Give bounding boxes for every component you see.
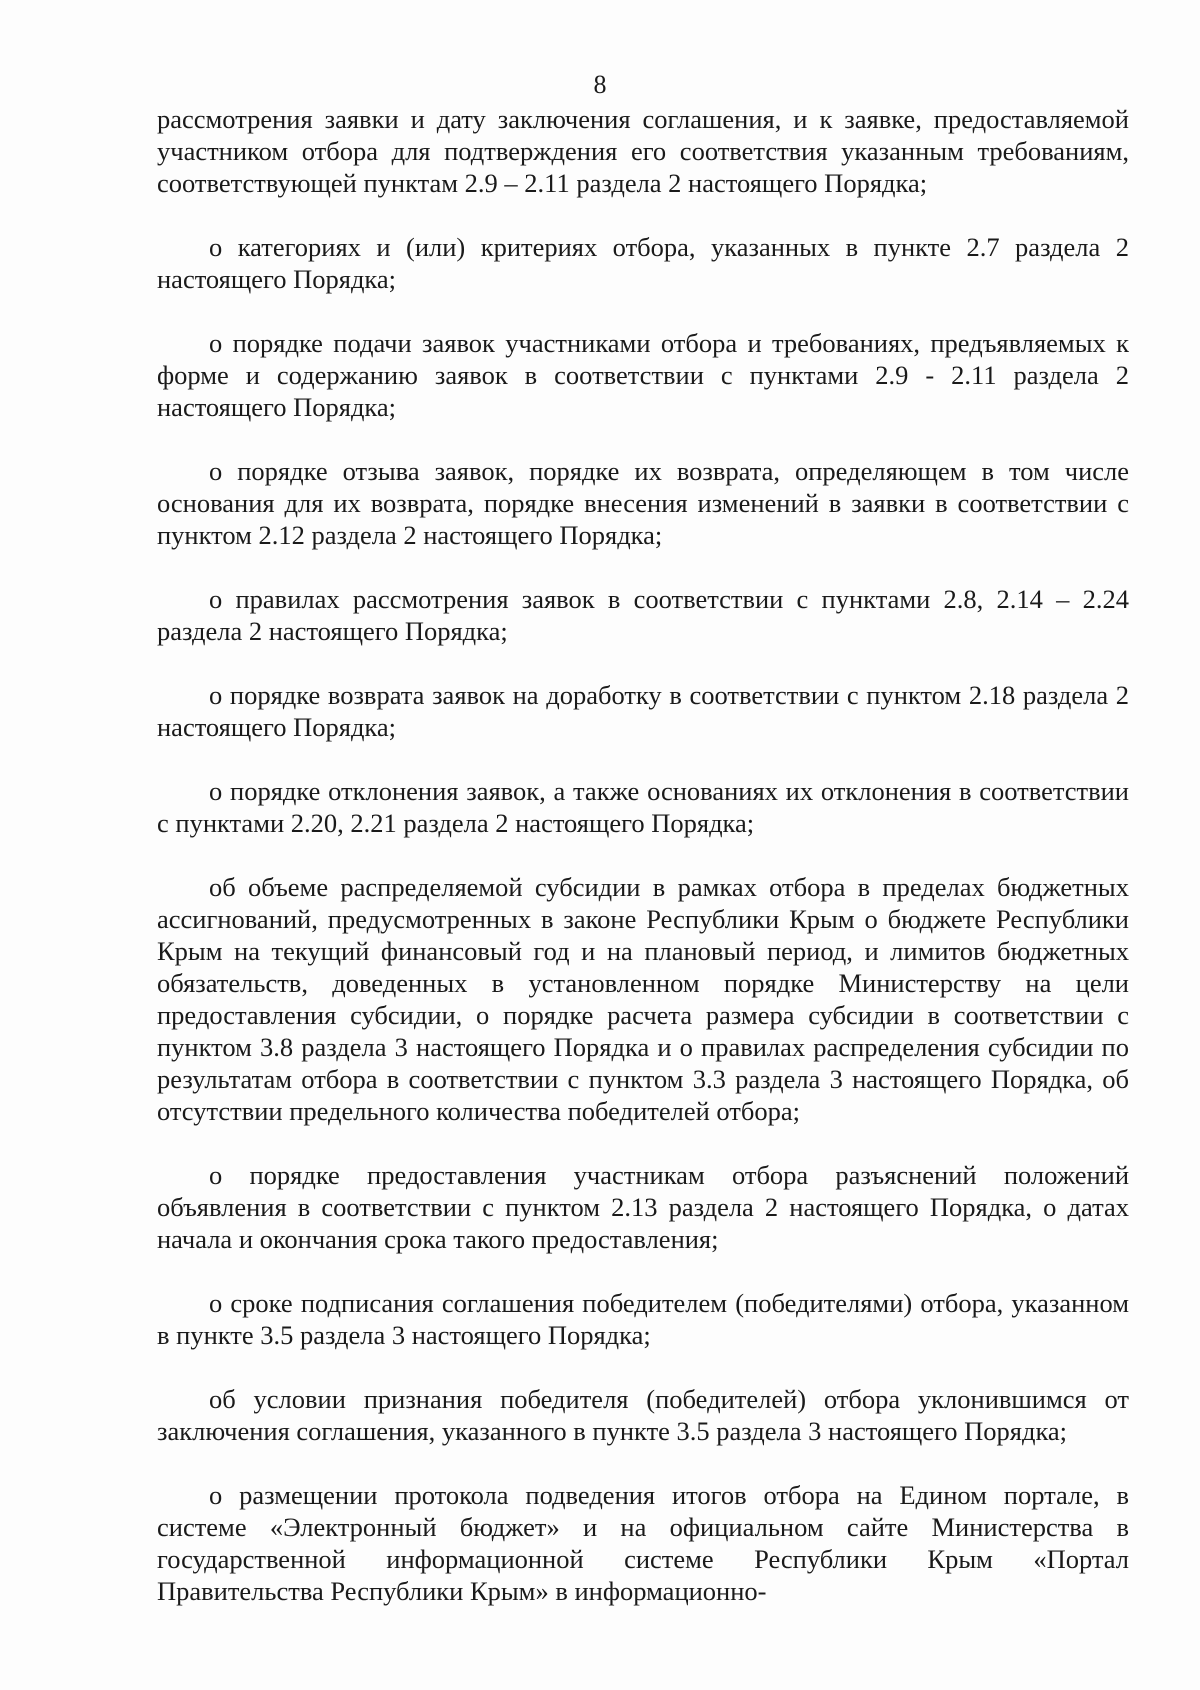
paragraph-selection-criteria: о категориях и (или) критериях отбора, указанных в пункте 2.7 раздела 2 настоящего Порядка;	[157, 232, 1129, 294]
paragraph-return-for-revision: о порядке возврата заявок на доработку в соответствии с пунктом 2.18 раздела 2 настоящего Порядка;	[157, 680, 1129, 742]
paragraph-application-submission: о порядке подачи заявок участниками отбора и требованиях, предъявляемых к форме и содержанию заявок в соответствии с пунктами 2.9 - 2.11 раздела 2 настоящего Порядка;	[157, 328, 1129, 422]
paragraph-clarifications: о порядке предоставления участникам отбора разъяснений положений объявления в соответствии с пунктом 2.13 раздела 2 настоящего Порядка, о датах начала и окончания срока такого предоставления;	[157, 1160, 1129, 1254]
paragraph-protocol-publication: о размещении протокола подведения итогов отбора на Едином портале, в системе «Электронный бюджет» и на официальном сайте Министерства в государственной информационной системе Республики Крым «Портал Правительства Республики Крым» в информационно-	[157, 1480, 1129, 1606]
paragraph-agreement-signing: о сроке подписания соглашения победителем (победителями) отбора, указанном в пункте 3.5 раздела 3 настоящего Порядка;	[157, 1288, 1129, 1350]
page-number: 8	[593, 70, 607, 99]
paragraph-review-rules: о правилах рассмотрения заявок в соответствии с пунктами 2.8, 2.14 – 2.24 раздела 2 настоящего Порядка;	[157, 584, 1129, 646]
paragraph-evasion-condition: об условии признания победителя (победителей) отбора уклонившимся от заключения соглашения, указанного в пункте 3.5 раздела 3 настоящего Порядка;	[157, 1384, 1129, 1446]
paragraph-rejection: о порядке отклонения заявок, а также основаниях их отклонения в соответствии с пунктами 2.20, 2.21 раздела 2 настоящего Порядка;	[157, 776, 1129, 838]
paragraph-application-withdrawal: о порядке отзыва заявок, порядке их возврата, определяющем в том числе основания для их возврата, порядке внесения изменений в заявки в соответствии с пунктом 2.12 раздела 2 настоящего Порядка;	[157, 456, 1129, 550]
paragraph-continuation: рассмотрения заявки и дату заключения соглашения, и к заявке, предоставляемой участником отбора для подтверждения его соответствия указанным требованиям, соответствующей пунктам 2.9 – 2.11 раздела 2 настоящего Порядка;	[157, 104, 1129, 198]
paragraph-subsidy-volume: об объеме распределяемой субсидии в рамках отбора в пределах бюджетных ассигнований, предусмотренных в законе Республики Крым о бюджете Республики Крым на текущий финансовый год и на плановый период, и лимитов бюджетных обязательств, доведенных в установленном порядке Министерству на цели предоставления субсидии, о порядке расчета размера субсидии в соответствии с пунктом 3.8 раздела 3 настоящего Порядка и о правилах распределения субсидии по результатам отбора в соответствии с пунктом 3.3 раздела 3 настоящего Порядка, об отсутствии предельного количества победителей отбора;	[157, 872, 1129, 1126]
document-body	[157, 103, 1129, 1607]
